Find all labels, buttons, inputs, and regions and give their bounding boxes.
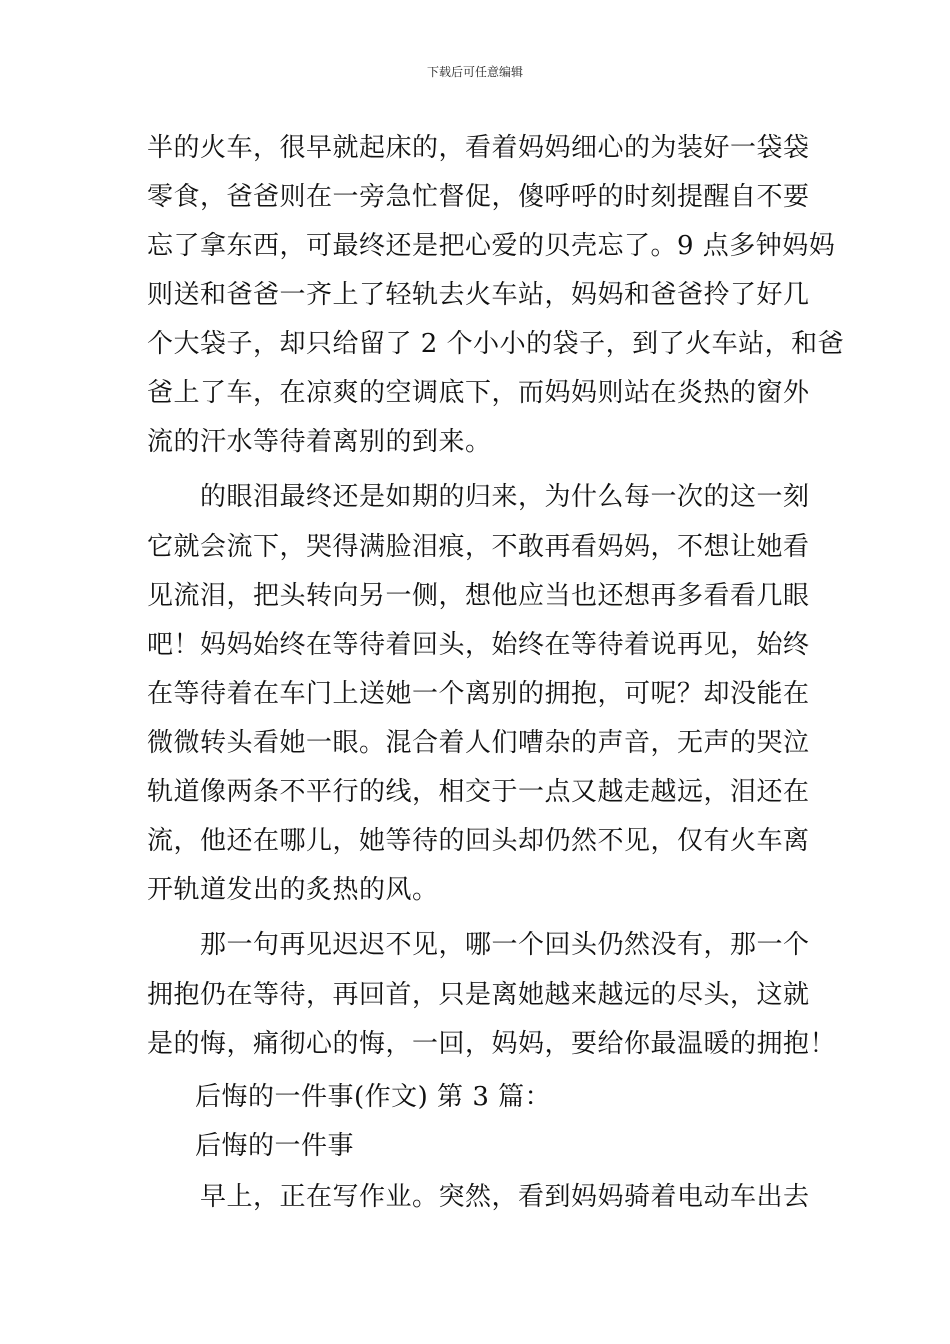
text-line: 见流泪，把头转向另一侧，想他应当也还想再多看看几眼 [147,581,810,611]
text-line: 则送和爸爸一齐上了轻轨去火车站，妈妈和爸爸拎了好几 [147,280,810,310]
text-line: 的眼泪最终还是如期的归来，为什么每一次的这一刻 [200,482,810,512]
text-line: 半的火车，很早就起床的，看着妈妈细心的为装好一袋袋 [147,133,810,163]
text-line: 在等待着在车门上送她一个离别的拥抱，可呢？却没能在 [147,679,810,709]
text-line: 开轨道发出的炙热的风。 [147,875,439,905]
text-line: 爸上了车，在凉爽的空调底下，而妈妈则站在炎热的窗外 [147,378,810,408]
text-line: 零食，爸爸则在一旁急忙督促，傻呼呼的时刻提醒自不要 [147,182,810,212]
essay-title: 后悔的一件事 [195,1131,355,1161]
page-header: 下载后可任意编辑 [426,65,523,79]
text-line: 轨道像两条不平行的线，相交于一点又越走越远，泪还在 [147,777,810,807]
text-line: 是的悔，痛彻心的悔，一回，妈妈，要给你最温暖的拥抱！ [147,1029,837,1059]
text-line: 那一句再见迟迟不见，哪一个回头仍然没有，那一个 [200,930,810,960]
section-heading: 后悔的一件事(作文) 第 3 篇： [195,1082,552,1112]
text-line: 早上，正在写作业。突然，看到妈妈骑着电动车出去 [200,1182,810,1212]
text-line: 吧！妈妈始终在等待着回头，始终在等待着说再见，始终 [147,630,810,660]
text-line: 流，他还在哪儿，她等待的回头却仍然不见，仅有火车离 [147,826,810,856]
text-line: 拥抱仍在等待，再回首，只是离她越来越远的尽头，这就 [147,980,810,1010]
text-line: 忘了拿东西，可最终还是把心爱的贝壳忘了。9 点多钟妈妈 [147,231,836,261]
text-line: 它就会流下，哭得满脸泪痕，不敢再看妈妈，不想让她看 [147,532,810,562]
text-line: 微微转头看她一眼。混合着人们嘈杂的声音，无声的哭泣 [147,728,810,758]
text-line: 流的汗水等待着离别的到来。 [147,427,492,457]
text-line: 个大袋子，却只给留了 2 个小小的袋子，到了火车站，和爸 [147,329,845,359]
